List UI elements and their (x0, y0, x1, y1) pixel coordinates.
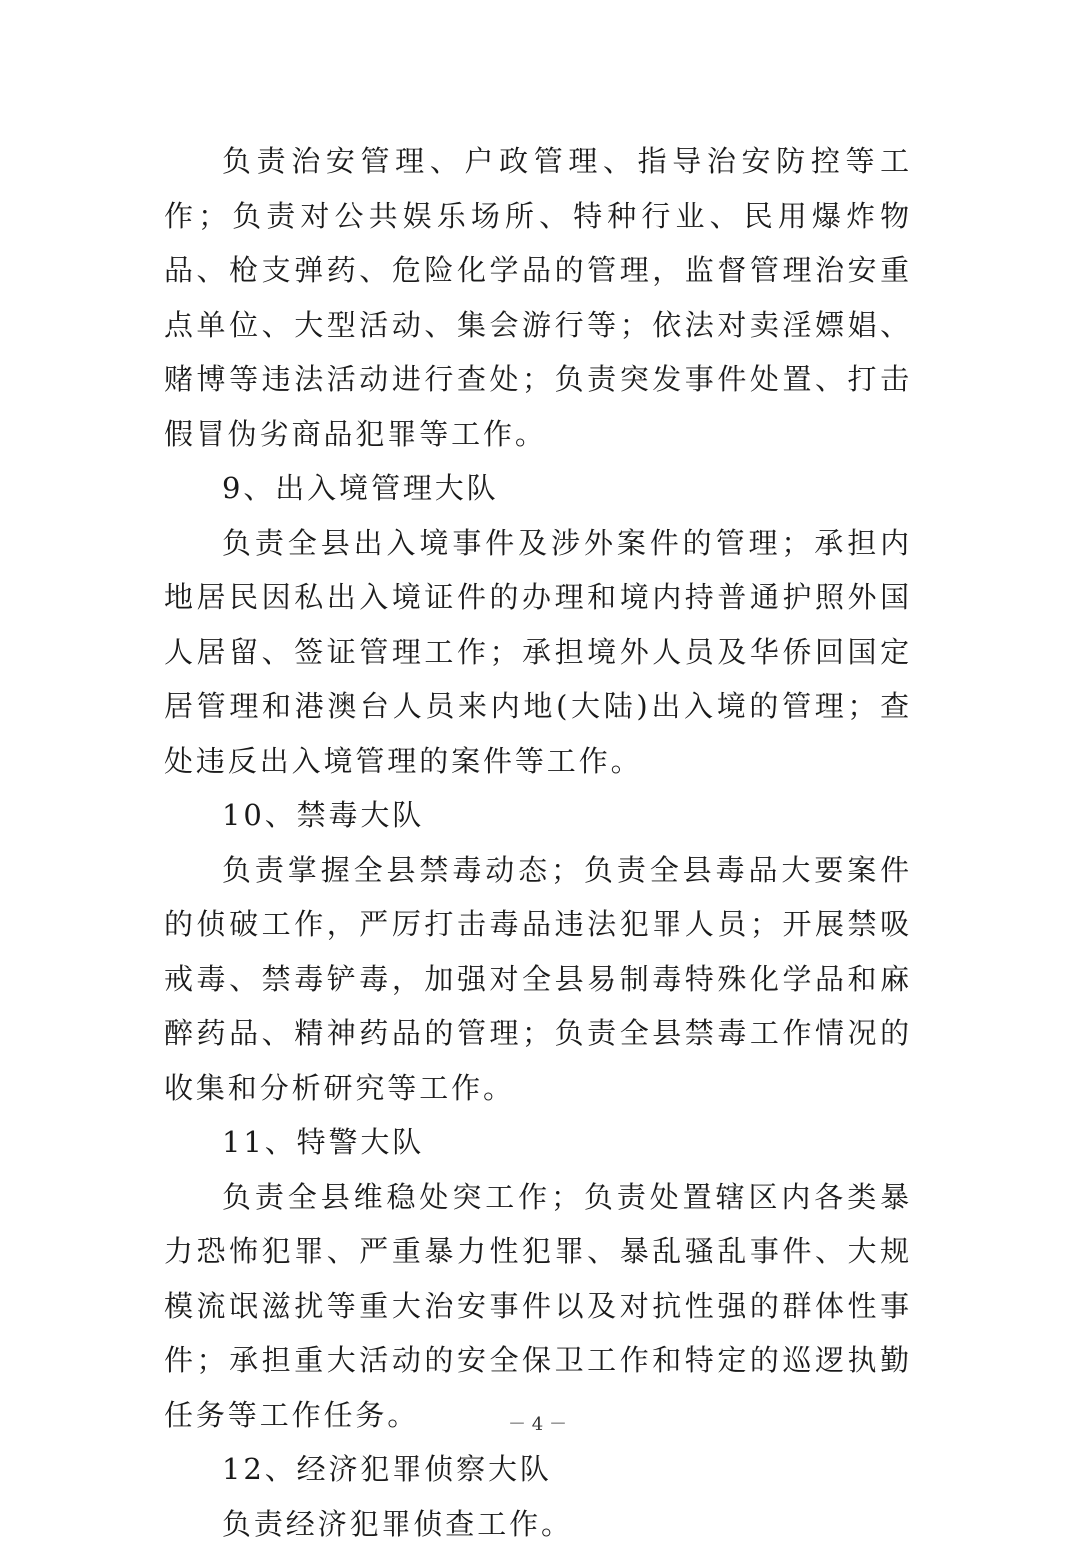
paragraph-exit-entry-duties: 负责全县出入境事件及涉外案件的管理；承担内地居民因私出入境证件的办理和境内持普通护照外国人居留、签证管理工作；承担境外人员及华侨回国定居管理和港澳台人员来内地(大陆)出入境的管理；查处违反出入境管理的案件等工作。 (164, 516, 912, 789)
paragraph-public-security-duties: 负责治安管理、户政管理、指导治安防控等工作；负责对公共娱乐场所、特种行业、民用爆炸物品、枪支弹药、危险化学品的管理，监督管理治安重点单位、大型活动、集会游行等；依法对卖淫嫖娼、赌博等违法活动进行查处；负责突发事件处置、打击假冒伪劣商品犯罪等工作。 (164, 134, 912, 461)
section-heading-special-police: 11、特警大队 (164, 1115, 912, 1170)
paragraph-special-police-duties: 负责全县维稳处突工作；负责处置辖区内各类暴力恐怖犯罪、严重暴力性犯罪、暴乱骚乱事件、大规模流氓滋扰等重大治安事件以及对抗性强的群体性事件；承担重大活动的安全保卫工作和特定的巡逻执勤任务等工作任务。 (164, 1170, 912, 1443)
paragraph-economic-crime-duties: 负责经济犯罪侦查工作。 (164, 1497, 912, 1551)
section-heading-exit-entry: 9、出入境管理大队 (164, 461, 912, 516)
paragraph-narcotics-duties: 负责掌握全县禁毒动态；负责全县毒品大要案件的侦破工作，严厉打击毒品违法犯罪人员；开展禁吸戒毒、禁毒铲毒，加强对全县易制毒特殊化学品和麻醉药品、精神药品的管理；负责全县禁毒工作情况的收集和分析研究等工作。 (164, 843, 912, 1116)
section-heading-narcotics: 10、禁毒大队 (164, 788, 912, 843)
document-body (164, 134, 912, 1551)
section-heading-economic-crime: 12、经济犯罪侦察大队 (164, 1442, 912, 1497)
page-number: － 4 － (0, 1410, 1075, 1436)
